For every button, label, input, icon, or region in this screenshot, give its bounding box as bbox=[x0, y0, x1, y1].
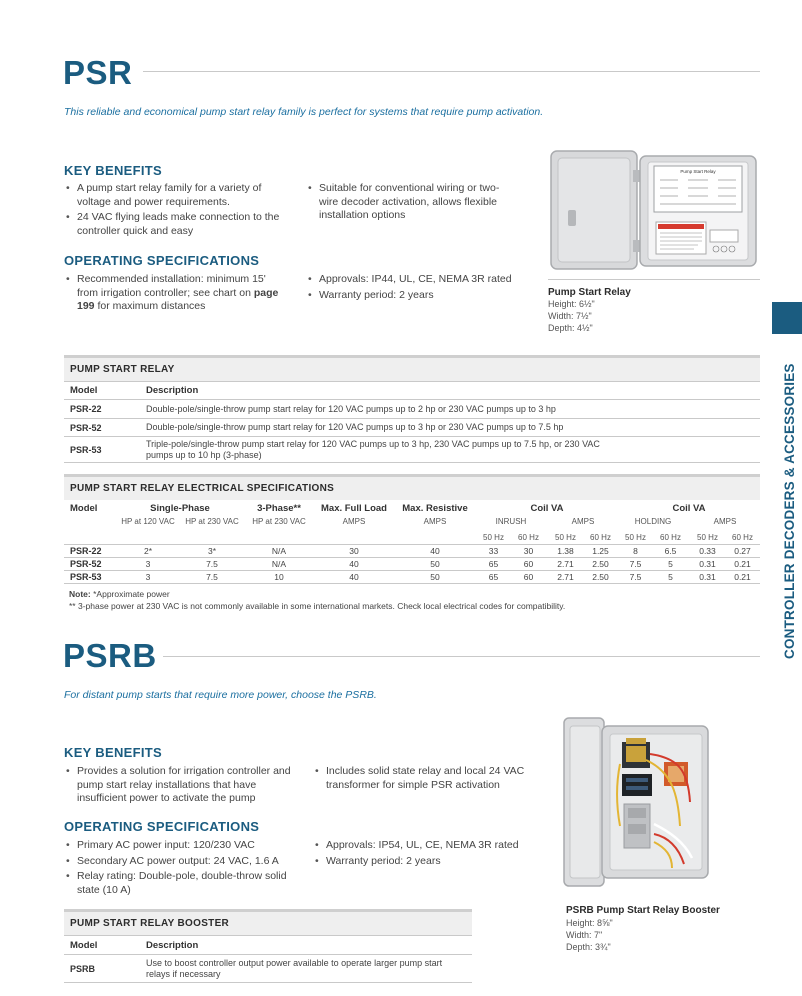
pump-start-relay-booster-image bbox=[560, 714, 712, 890]
psrb-title: PSRB bbox=[63, 637, 157, 674]
psrb-op-specs-heading: OPERATING SPECIFICATIONS bbox=[64, 819, 260, 834]
psr-image-caption-title: Pump Start Relay bbox=[548, 287, 631, 298]
value-cell: 0.31 bbox=[699, 572, 716, 582]
column-header-description: Description bbox=[146, 939, 199, 951]
list-item: • Includes solid state relay and local 24 VAC transformer for simple PSR activation bbox=[313, 765, 538, 792]
psr-table bbox=[64, 355, 760, 463]
value-cell: 0.21 bbox=[734, 572, 751, 582]
pump-start-relay-image bbox=[548, 148, 760, 272]
value-cell: 50 bbox=[430, 572, 440, 582]
value-cell: 40 bbox=[430, 546, 440, 556]
psr-title-rule bbox=[143, 71, 760, 72]
value-cell: 7.5 bbox=[206, 559, 218, 569]
model-cell: PSR-22 bbox=[70, 404, 102, 414]
description-cell: Double-pole/single-throw pump start relay for 120 VAC pumps up to 2 hp or 230 VAC pumps up to 3 hp bbox=[146, 403, 556, 414]
table-header-row bbox=[64, 935, 472, 955]
psr-intro: This reliable and economical pump start relay family is perfect for systems that require pump activation. bbox=[64, 106, 544, 118]
column-subheader: AMPS bbox=[423, 517, 447, 526]
value-cell: 1.25 bbox=[592, 546, 609, 556]
value-cell: 40 bbox=[349, 559, 359, 569]
value-cell: 3* bbox=[207, 546, 217, 556]
psr-key-benefits-heading: KEY BENEFITS bbox=[64, 163, 162, 178]
value-cell: 40 bbox=[349, 572, 359, 582]
column-header-single-phase: Single-Phase bbox=[150, 503, 210, 514]
value-cell: 7.5 bbox=[629, 572, 642, 582]
note-line: Note: *Approximate power bbox=[69, 589, 170, 599]
value-cell: 65 bbox=[488, 572, 499, 582]
psr-op-specs-right bbox=[306, 273, 546, 304]
psrb-table bbox=[64, 909, 472, 983]
value-cell: 7.5 bbox=[206, 572, 218, 582]
psr-key-benefits-right bbox=[306, 182, 506, 225]
value-cell: 30 bbox=[349, 546, 359, 556]
column-header-model: Model bbox=[70, 939, 98, 951]
dimension-depth: Depth: 4½" bbox=[548, 323, 593, 333]
column-subheader: HOLDING bbox=[634, 517, 672, 526]
value-cell: 0.27 bbox=[734, 546, 751, 556]
table-row bbox=[64, 437, 760, 463]
list-item: • Relay rating: Double-pole, double-throw solid state (10 A) bbox=[64, 870, 299, 897]
psrb-op-specs-right bbox=[313, 839, 548, 870]
value-cell: 7.5 bbox=[629, 559, 642, 569]
hz-label: 50 Hz bbox=[697, 533, 718, 542]
column-header-three-phase: 3-Phase** bbox=[257, 503, 301, 514]
value-cell: 8 bbox=[633, 546, 638, 556]
hz-label: 60 Hz bbox=[660, 533, 681, 542]
table-header-row bbox=[64, 381, 760, 400]
psrb-title-rule bbox=[163, 656, 760, 657]
value-cell: 2* bbox=[143, 546, 153, 556]
column-header-coil-va-holding: Coil VA bbox=[672, 503, 706, 514]
value-cell: 65 bbox=[488, 559, 499, 569]
label-title: Pump Start Relay bbox=[680, 169, 716, 174]
psrb-intro: For distant pump starts that require more power, choose the PSRB. bbox=[64, 689, 377, 701]
value-cell: N/A bbox=[271, 546, 287, 556]
table-heading: PUMP START RELAY BOOSTER bbox=[64, 909, 472, 935]
dimension-depth: Depth: 3¾" bbox=[566, 942, 611, 952]
value-cell: 2.50 bbox=[592, 559, 609, 569]
list-item: • Warranty period: 2 years bbox=[313, 855, 548, 869]
hz-label: 50 Hz bbox=[625, 533, 646, 542]
column-subheader: INRUSH bbox=[495, 517, 527, 526]
value-cell: 3 bbox=[145, 559, 151, 569]
column-subheader: AMPS bbox=[713, 517, 737, 526]
value-cell: 30 bbox=[523, 546, 534, 556]
value-cell: 1.38 bbox=[557, 546, 574, 556]
psrb-key-benefits-right bbox=[313, 765, 538, 794]
value-cell: 0.33 bbox=[699, 546, 716, 556]
description-cell: Use to boost controller output power available to operate larger pump start relays if necessary bbox=[146, 957, 443, 979]
value-cell: 60 bbox=[523, 572, 534, 582]
model-cell: PSR-53 bbox=[70, 572, 102, 582]
list-item: • Approvals: IP54, UL, CE, NEMA 3R rated bbox=[313, 839, 548, 853]
value-cell: 0.21 bbox=[734, 559, 751, 569]
sidebar-section-label: CONTROLLER DECODERS & ACCESSORIES bbox=[782, 363, 797, 659]
value-cell: 5 bbox=[668, 572, 673, 582]
value-cell: 60 bbox=[523, 559, 534, 569]
table-row bbox=[64, 558, 760, 571]
model-cell: PSR-52 bbox=[70, 559, 102, 569]
list-item: • A pump start relay family for a variety of voltage and power requirements. bbox=[64, 182, 289, 209]
hz-label: 60 Hz bbox=[590, 533, 611, 542]
value-cell: 50 bbox=[430, 559, 440, 569]
model-cell: PSR-52 bbox=[70, 422, 102, 433]
psr-image-dimensions bbox=[548, 298, 595, 334]
column-header-max-resistive: Max. Resistive bbox=[402, 503, 468, 514]
psr-title: PSR bbox=[63, 54, 133, 91]
psr-op-specs-heading: OPERATING SPECIFICATIONS bbox=[64, 253, 260, 268]
dimension-height: Height: 8⅝" bbox=[566, 918, 613, 928]
value-cell: 5 bbox=[668, 559, 673, 569]
psr-key-benefits-left bbox=[64, 182, 289, 240]
dimension-width: Width: 7½" bbox=[548, 311, 592, 321]
column-subheader: HP at 230 VAC bbox=[252, 517, 306, 526]
psrb-key-benefits-left bbox=[64, 765, 299, 808]
page-reference: page 199 bbox=[77, 286, 279, 312]
dimension-height: Height: 6½" bbox=[548, 299, 595, 309]
table-heading: PUMP START RELAY bbox=[64, 355, 760, 381]
note-line: ** 3-phase power at 230 VAC is not commonly available in some international markets. Check local electrical codes for compatibility. bbox=[69, 601, 566, 611]
psrb-image-dimensions bbox=[566, 917, 613, 953]
hz-label: 50 Hz bbox=[555, 533, 576, 542]
psrb-op-specs-left bbox=[64, 839, 299, 899]
psr-electrical-specs-table bbox=[64, 474, 760, 586]
list-item: • Provides a solution for irrigation controller and pump start relay installations that have insufficient power to activate the pump bbox=[64, 765, 299, 806]
value-cell: 2.50 bbox=[592, 572, 609, 582]
column-subheader: HP at 230 VAC bbox=[185, 517, 239, 526]
list-item: • Warranty period: 2 years bbox=[306, 289, 546, 303]
dimension-width: Width: 7" bbox=[566, 930, 603, 940]
value-cell: 3 bbox=[145, 572, 151, 582]
description-cell: Double-pole/single-throw pump start relay for 120 VAC pumps up to 3 hp or 230 VAC pumps up to 7.5 hp bbox=[146, 422, 564, 432]
hz-label: 60 Hz bbox=[732, 533, 753, 542]
table-row bbox=[64, 571, 760, 584]
table-row bbox=[64, 400, 760, 419]
list-item: • Recommended installation: minimum 15' from irrigation controller; see chart on page 199 for maximum distances bbox=[64, 273, 289, 314]
psrb-image-caption-title: PSRB Pump Start Relay Booster bbox=[566, 905, 720, 916]
column-header-model: Model bbox=[70, 385, 98, 396]
column-header-description: Description bbox=[146, 385, 199, 396]
table-row bbox=[64, 955, 472, 983]
value-cell: 0.31 bbox=[699, 559, 716, 569]
list-item: • Primary AC power input: 120/230 VAC bbox=[64, 839, 299, 853]
value-cell: 33 bbox=[488, 546, 499, 556]
column-subheader: AMPS bbox=[571, 517, 595, 526]
table-row bbox=[64, 419, 760, 437]
list-item: • 24 VAC flying leads make connection to the controller quick and easy bbox=[64, 211, 289, 238]
column-header-max-full-load: Max. Full Load bbox=[321, 503, 387, 514]
model-cell: PSR-22 bbox=[70, 546, 102, 556]
column-header-model: Model bbox=[70, 503, 98, 514]
list-item: • Approvals: IP44, UL, CE, NEMA 3R rated bbox=[306, 273, 546, 287]
value-cell: 2.71 bbox=[557, 572, 574, 582]
list-item: • Suitable for conventional wiring or two-wire decoder activation, allows flexible installation options bbox=[306, 182, 506, 223]
model-cell: PSR-53 bbox=[70, 444, 102, 455]
sidebar-tab bbox=[772, 302, 802, 334]
value-cell: 2.71 bbox=[557, 559, 574, 569]
hz-label: 50 Hz bbox=[483, 533, 504, 542]
psr-op-specs-left bbox=[64, 273, 289, 316]
value-cell: 10 bbox=[274, 572, 284, 582]
column-subheader: AMPS bbox=[342, 517, 366, 526]
table-row bbox=[64, 545, 760, 558]
list-item: • Secondary AC power output: 24 VAC, 1.6 A bbox=[64, 855, 299, 869]
column-subheader: HP at 120 VAC bbox=[121, 517, 175, 526]
value-cell: 6.5 bbox=[664, 546, 677, 556]
psr-image-rule bbox=[548, 279, 760, 280]
value-cell: N/A bbox=[271, 559, 287, 569]
psrb-key-benefits-heading: KEY BENEFITS bbox=[64, 745, 162, 760]
table-heading: PUMP START RELAY ELECTRICAL SPECIFICATIONS bbox=[64, 474, 760, 500]
description-cell: Triple-pole/single-throw pump start relay for 120 VAC pumps up to 3 hp, 230 VAC pumps up to 7.5 hp, or 230 VAC pumps up to 10 hp (3-phase) bbox=[146, 438, 600, 460]
model-cell: PSRB bbox=[70, 963, 96, 974]
psr-notes bbox=[69, 588, 565, 612]
hz-label: 60 Hz bbox=[518, 533, 539, 542]
column-header-coil-va-inrush: Coil VA bbox=[530, 503, 564, 514]
